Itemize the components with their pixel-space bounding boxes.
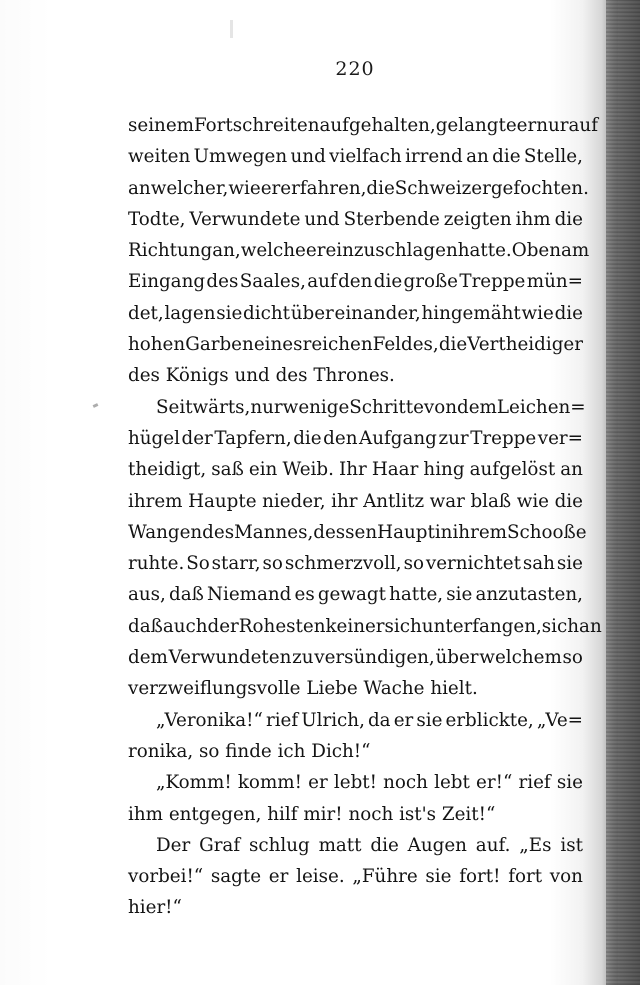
text-line: Der Graf schlug matt die Augen auf. „Es ist: [156, 834, 583, 856]
text-line: daß auch der Rohesten keiner sich unterfangen, sich an: [128, 615, 602, 637]
text-line: ihrem Haupte nieder, ihr Antlitz war blaß wie die: [128, 490, 583, 512]
text-line: Richtung an, welche er einzuschlagen hatte. Oben am: [128, 240, 590, 262]
text-line: des Königs und des Thrones.: [128, 365, 395, 387]
text-line: „Veronika!“ rief Ulrich, da er sie erblickte, „Ve=: [156, 709, 583, 731]
text-line: hügel der Tapfern, die den Aufgang zur Treppe ver=: [128, 427, 583, 449]
text-line: an welcher, wie er erfahren, die Schweizer gefochten.: [128, 177, 589, 199]
text-line: Todte, Verwundete und Sterbende zeigten ihm die: [128, 208, 583, 230]
text-line: weiten Umwegen und vielfach irrend an die Stelle,: [128, 146, 583, 168]
margin-mark: [93, 403, 99, 408]
text-line: aus, daß Niemand es gewagt hatte, sie anzutasten,: [128, 584, 583, 606]
text-line: ruhte. So starr, so schmerzvoll, so vernichtet sah sie: [128, 553, 583, 575]
text-line: ronika, so finde ich Dich!“: [128, 740, 371, 762]
text-line: Wangen des Mannes, dessen Haupt in ihrem Schooße: [128, 521, 587, 543]
text-line: det, lagen sie dicht über einander, hingemäht wie die: [128, 302, 583, 324]
text-line: hier!“: [128, 897, 182, 919]
page-edge-scan-shadow: [606, 0, 640, 985]
text-line: Eingang des Saales, auf den die große Treppe mün=: [128, 271, 583, 293]
text-line: verzweiflungsvolle Liebe Wache hielt.: [128, 678, 478, 700]
scan-speck: [230, 20, 233, 38]
text-line: „Komm! komm! er lebt! noch lebt er!“ rief sie: [156, 772, 583, 794]
page-number: 220: [335, 58, 375, 80]
text-line: hohen Garben eines reichen Feldes, die Vertheidiger: [128, 334, 583, 356]
text-line: dem Verwundeten zu versündigen, über welchem so: [128, 647, 583, 669]
text-line: theidigt, saß ein Weib. Ihr Haar hing aufgelöst an: [128, 459, 583, 481]
body-text: [128, 110, 602, 924]
text-line: Seitwärts, nur wenige Schritte von dem Leichen=: [156, 396, 586, 418]
text-line: ihm entgegen, hilf mir! noch ist's Zeit!“: [128, 803, 496, 825]
text-line: seinem Fortschreiten aufgehalten, gelangte er nur auf: [128, 115, 598, 136]
text-line: vorbei!“ sagte er leise. „Führe sie fort! fort von: [128, 866, 583, 888]
